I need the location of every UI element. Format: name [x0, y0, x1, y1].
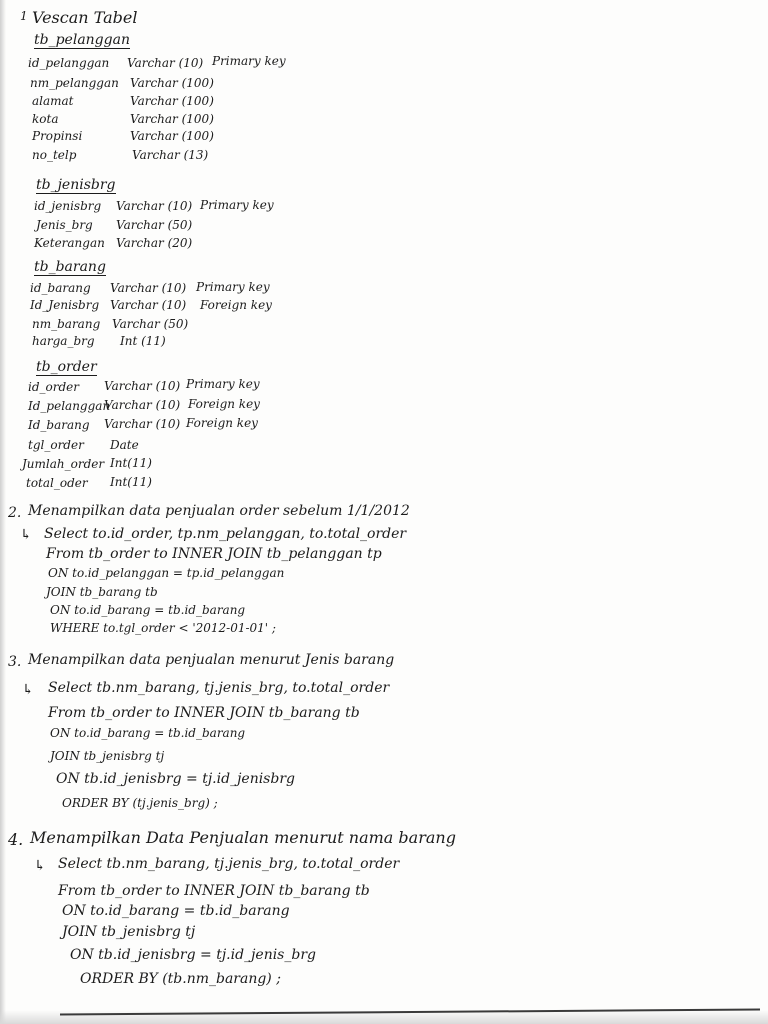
- field-type: Varchar (100): [130, 94, 214, 108]
- field-note: Primary key: [200, 198, 274, 212]
- field-type: Varchar (10): [104, 417, 181, 431]
- table-name-jenisbrg: tb_jenisbrg: [36, 177, 116, 193]
- field-type: Varchar (10): [110, 298, 187, 312]
- field-name: alamat: [32, 94, 74, 108]
- sql-line: WHERE to.tgl_order < '2012-01-01' ;: [50, 621, 276, 635]
- field-name: Keterangan: [34, 236, 105, 250]
- sql-line: ON tb.id_jenisbrg = tj.id_jenis_brg: [70, 947, 316, 963]
- field-name: Propinsi: [32, 129, 83, 143]
- field-name: harga_brg: [32, 334, 95, 348]
- field-type: Int (11): [120, 334, 166, 348]
- sql-line: ON to.id_barang = tb.id_barang: [62, 903, 290, 919]
- sql-line: Select tb.nm_barang, tj.jenis_brg, to.total_order: [58, 856, 400, 872]
- section-1-heading: Vescan Tabel: [32, 8, 138, 27]
- field-type: Date: [110, 438, 139, 452]
- field-name: id_pelanggan: [28, 56, 110, 70]
- section-4-heading: Menampilkan Data Penjualan menurut nama barang: [30, 828, 456, 847]
- sql-line: ON to.id_pelanggan = tp.id_pelanggan: [48, 566, 285, 580]
- field-name: id_jenisbrg: [34, 199, 102, 213]
- field-name: Id_Jenisbrg: [30, 298, 100, 312]
- section-3-number: 3.: [8, 654, 22, 670]
- table-name-order: tb_order: [36, 359, 97, 375]
- field-type: Int(11): [110, 456, 152, 470]
- sql-line: ON to.id_barang = tb.id_barang: [50, 603, 246, 617]
- field-type: Varchar (100): [130, 112, 214, 126]
- sql-line: ORDER BY (tb.nm_barang) ;: [80, 971, 281, 987]
- field-name: nm_pelanggan: [30, 76, 119, 90]
- field-name: total_oder: [26, 476, 88, 490]
- sql-line: From tb_order to INNER JOIN tb_pelanggan tp: [46, 546, 382, 562]
- sql-line: From tb_order to INNER JOIN tb_barang tb: [58, 883, 370, 899]
- table-name-barang: tb_barang: [34, 259, 106, 275]
- arrow-icon: ↳: [20, 527, 32, 543]
- field-type: Varchar (10): [104, 379, 181, 393]
- field-name: id_barang: [30, 281, 91, 295]
- field-name: tgl_order: [28, 438, 84, 452]
- field-name: Jenis_brg: [36, 218, 93, 232]
- page-shadow-left: [0, 0, 6, 1024]
- field-note: Foreign key: [200, 298, 272, 312]
- field-type: Varchar (10): [110, 281, 187, 295]
- sql-line: JOIN tb_jenisbrg tj: [62, 924, 196, 940]
- field-type: Varchar (50): [112, 317, 189, 331]
- field-name: id_order: [28, 380, 79, 394]
- field-name: no_telp: [32, 148, 77, 162]
- section-2-number: 2.: [8, 505, 22, 521]
- field-type: Varchar (13): [132, 148, 209, 162]
- field-note: Primary key: [212, 54, 286, 68]
- sql-line: ON to.id_barang = tb.id_barang: [50, 726, 246, 740]
- sql-line: ON tb.id_jenisbrg = tj.id_jenisbrg: [56, 771, 295, 787]
- arrow-icon: ↳: [22, 682, 34, 698]
- field-note: Foreign key: [186, 416, 258, 430]
- field-type: Varchar (100): [130, 76, 214, 90]
- section-2-heading: Menampilkan data penjualan order sebelum 1/1/2012: [28, 503, 410, 519]
- field-type: Varchar (20): [116, 236, 193, 250]
- table-name-pelanggan: tb_pelanggan: [34, 32, 130, 48]
- field-note: Primary key: [186, 377, 260, 391]
- field-name: Id_pelanggan: [28, 399, 111, 413]
- sql-line: JOIN tb_barang tb: [46, 585, 158, 599]
- sql-line: ORDER BY (tj.jenis_brg) ;: [62, 796, 218, 810]
- field-name: nm_barang: [32, 317, 101, 331]
- section-4-number: 4.: [8, 830, 24, 849]
- section-1-number: 1: [20, 9, 28, 23]
- field-name: kota: [32, 112, 59, 126]
- field-name: Jumlah_order: [22, 457, 105, 471]
- sql-line: JOIN tb_jenisbrg tj: [50, 749, 165, 763]
- field-type: Varchar (100): [130, 129, 214, 143]
- arrow-icon: ↳: [34, 858, 46, 874]
- sql-line: Select tb.nm_barang, tj.jenis_brg, to.total_order: [48, 680, 390, 696]
- sql-line: From tb_order to INNER JOIN tb_barang tb: [48, 705, 360, 721]
- field-note: Primary key: [196, 280, 270, 294]
- field-note: Foreign key: [188, 397, 260, 411]
- field-type: Varchar (10): [116, 199, 193, 213]
- field-type: Varchar (10): [127, 56, 204, 70]
- field-type: Int(11): [110, 475, 152, 489]
- field-type: Varchar (50): [116, 218, 193, 232]
- field-type: Varchar (10): [104, 398, 181, 412]
- field-name: Id_barang: [28, 418, 90, 432]
- section-3-heading: Menampilkan data penjualan menurut Jenis barang: [28, 652, 395, 668]
- sql-line: Select to.id_order, tp.nm_pelanggan, to.total_order: [44, 526, 407, 542]
